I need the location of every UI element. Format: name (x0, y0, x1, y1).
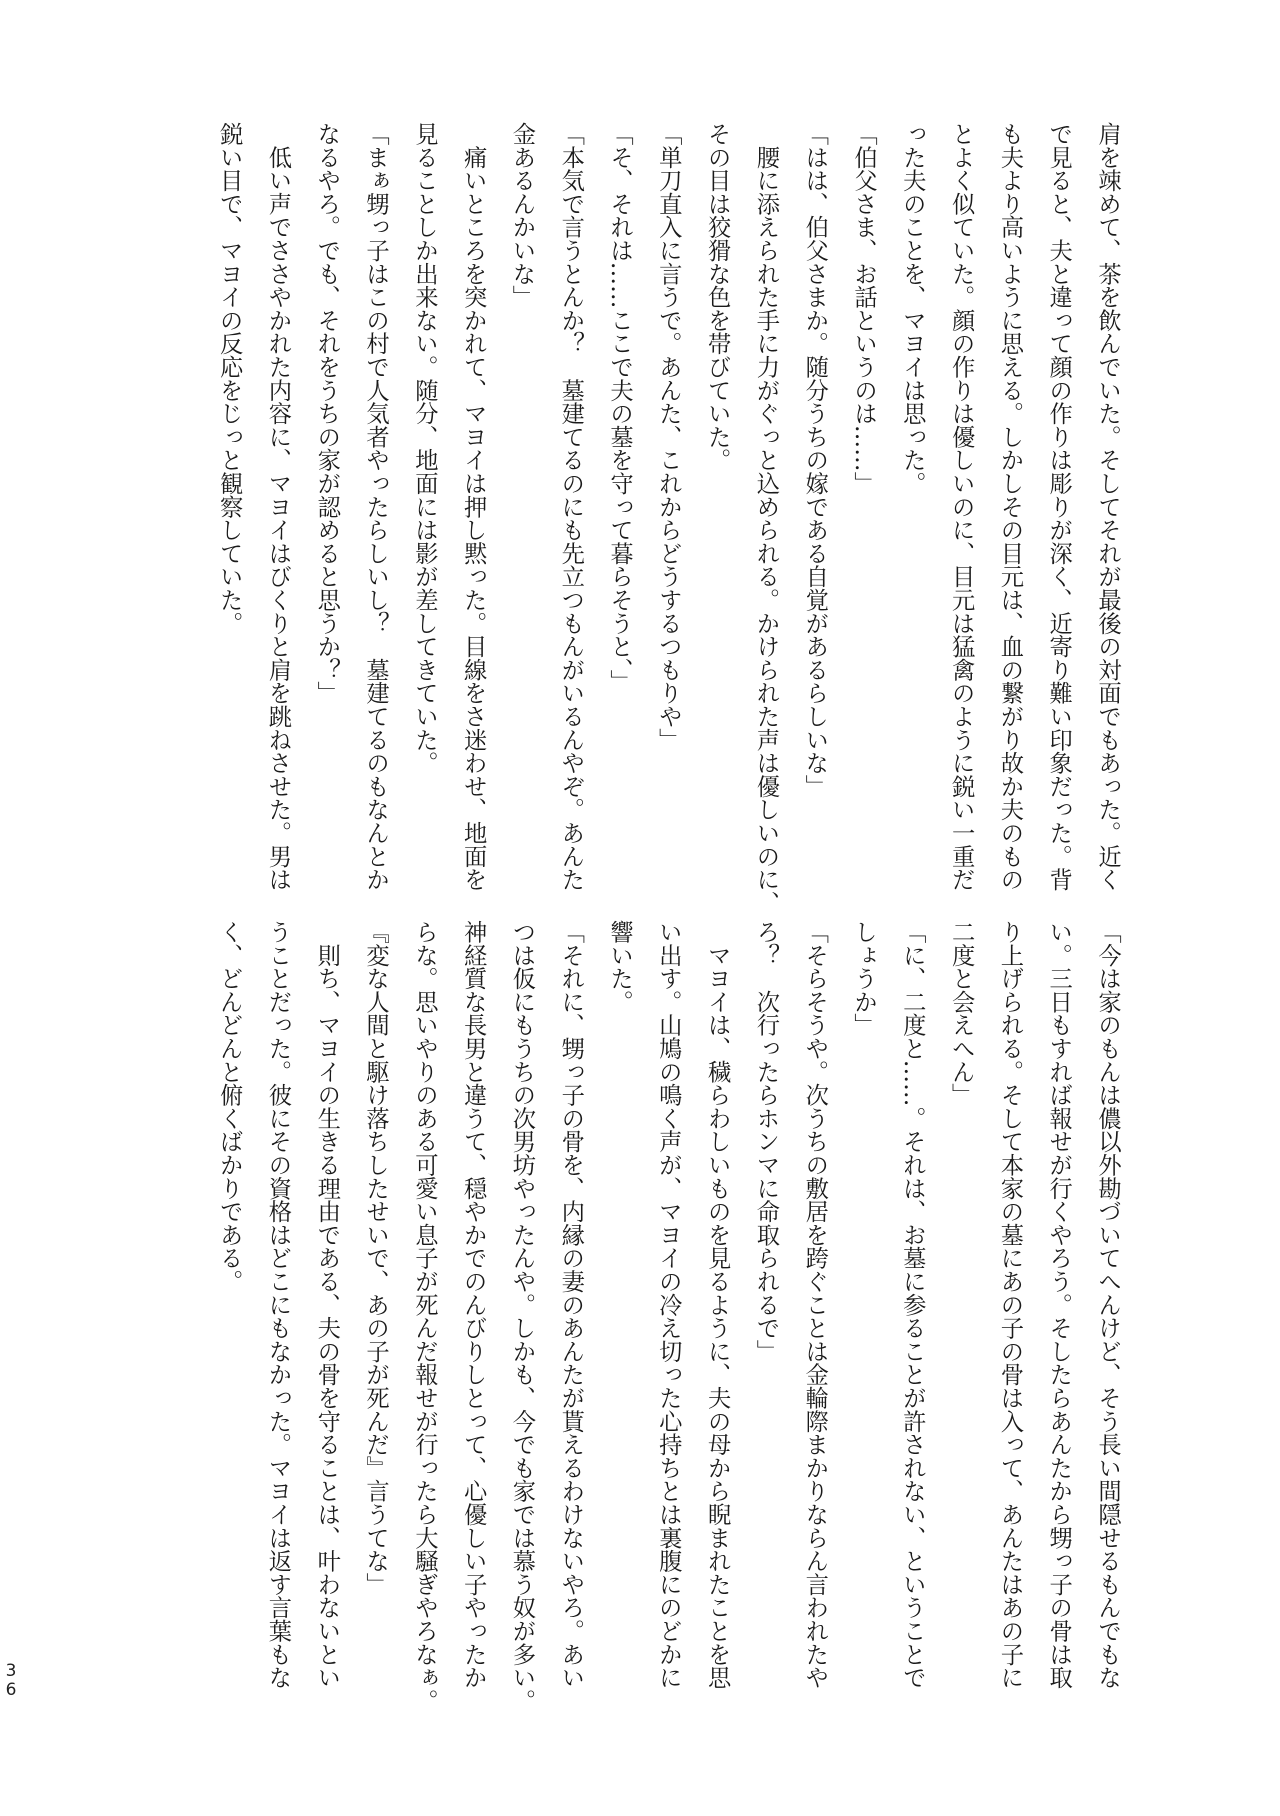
text-line: 痛いところを突かれて、マヨイは押し黙った。目線をさ迷わせ、地面を (459, 122, 487, 891)
text-line: 神経質な長男と違うて、穏やかでのんびりしとって、心優しい子やったか (459, 920, 487, 1689)
text-line: マヨイは、穢らわしいものを見るように、夫の母から睨まれたことを思 (703, 920, 731, 1689)
text-line: うことだった。彼にその資格はどこにもなかった。マヨイは返す言葉もな (264, 920, 292, 1689)
text-line: 「本気で言うとんか？ 墓建てるのにも先立つもんがいるんやぞ。あんた (557, 122, 585, 891)
text-line: なるやろ。でも、それをうちの家が認めると思うか？」 (313, 122, 341, 705)
text-block-bottom (201, 920, 1131, 1713)
text-line: で見ると、夫と違って顔の作りは彫りが深く、近寄り難い印象だった。背 (1045, 122, 1073, 891)
text-line: 低い声でささやかれた内容に、マヨイはびくりと肩を跳ねさせた。男は (264, 122, 292, 891)
text-line: く、どんどんと俯くばかりである。 (215, 920, 243, 1293)
text-line: つは仮にもうちの次男坊やったんや。しかも、今でも家では慕う奴が多い。 (508, 920, 536, 1713)
text-line: 『変な人間と駆け落ちしたせいで、あの子が死んだ』言うてな」 (362, 920, 390, 1596)
text-line: 則ち、マヨイの生きる理由である、夫の骨を守ることは、叶わないとい (313, 920, 341, 1689)
text-line: った夫のことを、マヨイは思った。 (898, 122, 926, 495)
text-line: 「伯父さま、お話というのは……」 (850, 122, 878, 495)
text-line: 「今は家のもんは儂以外勘づいてへんけど、そう長い間隠せるもんでもな (1094, 920, 1121, 1689)
text-line: 肩を竦めて、茶を飲んでいた。そしてそれが最後の対面でもあった。近く (1094, 122, 1121, 891)
text-line: り上げられる。そして本家の墓にあの子の骨は入って、あんたはあの子に (996, 920, 1024, 1689)
text-line: 「まぁ甥っ子はこの村で人気者やったらしいし？ 墓建てるのもなんとか (362, 122, 390, 891)
text-line: しょうか」 (850, 920, 878, 1037)
text-line: 二度と会えへん」 (947, 920, 975, 1107)
text-line: 見ることしか出来ない。随分、地面には影が差してきていた。 (410, 122, 438, 775)
text-line: とよく似ていた。顔の作りは優しいのに、目元は猛禽のように鋭い一重だ (947, 122, 975, 891)
page-number (3, 1662, 19, 1700)
text-line: 金あるんかいな」 (508, 122, 536, 309)
text-block-top (201, 122, 1131, 915)
text-line: 「はは、伯父さまか。随分うちの嫁である自覚があるらしいな」 (801, 122, 829, 798)
page-number-digit: 3 (5, 1661, 17, 1681)
text-line: 響いた。 (606, 920, 634, 1014)
text-line: 腰に添えられた手に力がぐっと込められる。かけられた声は優しいのに、 (752, 122, 780, 915)
text-line: 「そらそうや。次うちの敷居を跨ぐことは金輪際まかりならん言われたや (801, 920, 829, 1689)
text-line: ろ？ 次行ったらホンマに命取られるで」 (752, 920, 780, 1363)
text-line: らな。思いやりのある可愛い息子が死んだ報せが行ったら大騒ぎやろなぁ。 (410, 920, 438, 1713)
page-number-digit: 6 (5, 1680, 17, 1700)
text-line: その目は狡猾な色を帯びていた。 (703, 122, 731, 472)
text-line: 「単刀直入に言うで。あんた、これからどうするつもりや」 (654, 122, 682, 752)
text-line: 「に、二度と……。それは、お墓に参ることが許されない、ということで (898, 920, 926, 1689)
text-line: 鋭い目で、マヨイの反応をじっと観察していた。 (215, 122, 243, 635)
text-line: 「そ、それは……ここで夫の墓を守って暮らそうと、」 (606, 122, 634, 693)
text-line: い。三日もすれば報せが行くやろう。そしたらあんたから甥っ子の骨は取 (1045, 920, 1073, 1689)
text-line: 「それに、甥っ子の骨を、内縁の妻のあんたが貰えるわけないやろ。あい (557, 920, 585, 1689)
text-line: い出す。山鳩の鳴く声が、マヨイの冷え切った心持ちとは裏腹にのどかに (654, 920, 682, 1689)
text-line: も夫より高いように思える。しかしその目元は、血の繋がり故か夫のもの (996, 122, 1024, 891)
